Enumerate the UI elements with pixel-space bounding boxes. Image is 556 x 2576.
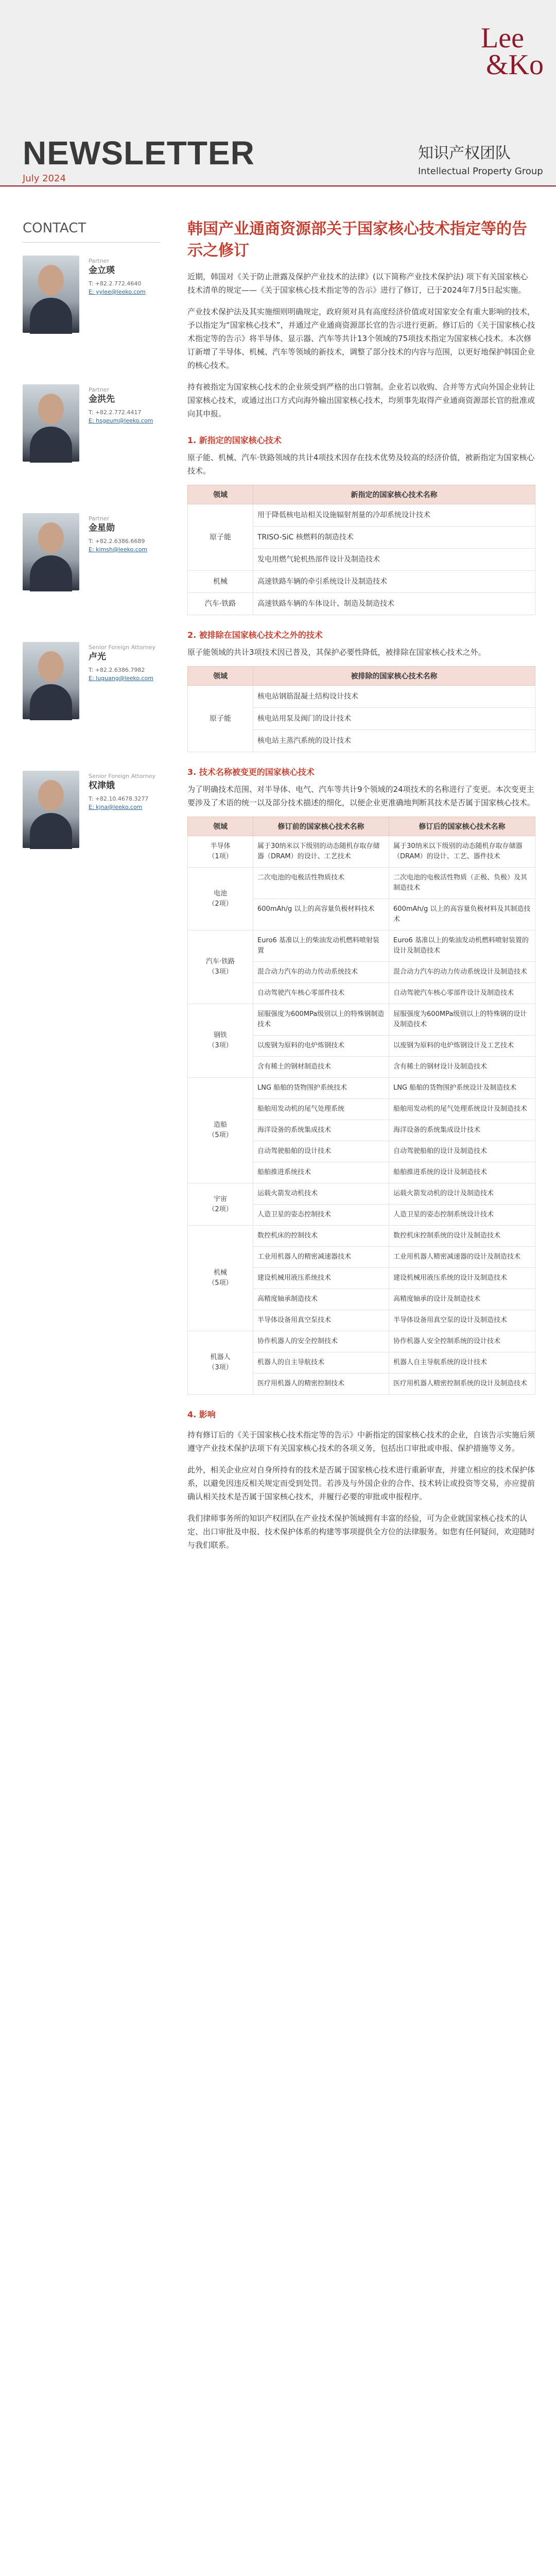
contact-title: CONTACT <box>23 221 86 236</box>
table-field: 机械 <box>188 571 253 593</box>
table-cell: 机器人的自主导航技术 <box>253 1352 389 1374</box>
contact-tel: T: +82.10.4678.3277 <box>89 795 149 802</box>
table-cell: 高精度轴承制造技术 <box>253 1289 389 1310</box>
table-cell: 混合动力汽车的动力传动系统技术 <box>253 962 389 983</box>
table-cell: 半导体设备用真空泵技术 <box>253 1310 389 1331</box>
table-cell: Euro6 基准以上的柴油发动机燃料喷射装置的设计及制造技术 <box>389 930 535 962</box>
table-field: 汽车·铁路 <box>188 593 253 615</box>
newsletter-date: July 2024 <box>23 173 66 184</box>
table-cell: 船舶用发动机的尾气处理系统设计及制造技术 <box>389 1099 535 1120</box>
table-cell: 运载火箭发动机的设计及制造技术 <box>389 1183 535 1205</box>
table-field: 电池 （2项） <box>188 868 253 930</box>
table-row <box>188 1226 535 1247</box>
table-cell: 自动驾驶汽车核心零部件设计及制造技术 <box>389 983 535 1004</box>
contact-divider <box>23 242 161 243</box>
logo-line2: &Ko <box>486 49 544 81</box>
contact-email-link[interactable]: E: kjna@leeko.com <box>89 804 143 810</box>
contact-email-link[interactable]: E: yylee@leeko.com <box>89 289 146 295</box>
contact-name: 权津娥 <box>89 781 115 791</box>
firm-logo <box>481 22 544 81</box>
table-cell: 运载火箭发动机技术 <box>253 1183 389 1205</box>
newsletter-title: NEWSLETTER <box>23 134 255 172</box>
contact-role: Partner <box>89 515 109 522</box>
page-header <box>0 0 556 185</box>
article-paragraph: 持有被指定为国家核心技术的企业须受到严格的出口管制。企业若以收购、合并等方式向外国企业转让国家核心技术，或通过出口方式向海外输出国家核心技术，均须事先取得产业通商资源部长官的批准或向其申报。 <box>187 382 535 418</box>
table-cell: 核电站主蒸汽系统的设计技术 <box>253 730 535 752</box>
header-right <box>418 140 543 177</box>
table-cell: 工业用机器人精密减速器的设计及制造技术 <box>389 1247 535 1268</box>
article-paragraph: 持有修订后的《关于国家核心技术指定等的告示》中新指定的国家核心技术的企业，自该告示实施后须遵守产业技术保护法项下有关国家核心技术的各项义务，包括出口审批或申报、保护措施等义务。 <box>187 1430 535 1453</box>
table-cell: 协作机器人安全控制系统的设计技术 <box>389 1331 535 1352</box>
table-row <box>188 836 535 868</box>
table-header: 新指定的国家核心技术名称 <box>253 485 535 504</box>
avatar <box>23 771 79 848</box>
contact-name: 金星勋 <box>89 523 115 533</box>
renamed-tech-table <box>187 817 535 1395</box>
table-field: 机械 （5项） <box>188 1226 253 1331</box>
table-header: 领域 <box>188 817 253 836</box>
table-cell: 医疗用机器人精密控制系统的设计及制造技术 <box>389 1374 535 1395</box>
header-left <box>23 134 255 172</box>
table-cell: 屈服强度为600MPa级别以上的特殊钢的设计及制造技术 <box>389 1004 535 1036</box>
table-cell: 建设机械用液压系统技术 <box>253 1268 389 1289</box>
table-cell: 以废钢为原料的电炉炼钢设计及工艺技术 <box>389 1036 535 1057</box>
table-cell: 属于30纳米以下级别的动态随机存取存储器（DRAM）的设计、工艺技术 <box>253 836 389 868</box>
table-field: 宇宙 （2项） <box>188 1183 253 1226</box>
team-en: Intellectual Property Group <box>418 166 543 177</box>
table-cell: 屈服强度为600MPa级别以上的特殊钢制造技术 <box>253 1004 389 1036</box>
table-cell: 建设机械用液压系统的设计及制造技术 <box>389 1268 535 1289</box>
table-cell: 混合动力汽车的动力传动系统设计及制造技术 <box>389 962 535 983</box>
table-cell: 高精度轴承的设计及制造技术 <box>389 1289 535 1310</box>
article-main <box>187 218 535 1552</box>
table-cell: 600mAh/g 以上的高容量负极材料及其制造技术 <box>389 899 535 930</box>
table-cell: 600mAh/g 以上的高容量负极材料技术 <box>253 899 389 930</box>
section-title: 1. 新指定的国家核心技术 <box>187 435 282 445</box>
section-title: 3. 技术名称被变更的国家核心技术 <box>187 767 315 777</box>
table-cell: 二次电池的电极活性物质技术 <box>253 868 389 899</box>
article-paragraph: 此外，相关企业应对自身所持有的技术是否属于国家核心技术进行重新审查，并建立相应的技术保护体系，以避免因违反相关规定而受到处罚。若涉及与外国企业的合作、技术转让或投资等交易，亦应提前确认相关技术是否属于国家核心技术，并履行必要的审批或申报程序。 <box>187 1465 535 1501</box>
contact-name: 卢光 <box>89 652 106 662</box>
contact-name: 金立瑛 <box>89 265 115 276</box>
article-paragraph: 产业技术保护法及其实施细则明确规定，政府须对具有高度经济价值或对国家安全有重大影响的技术，予以指定为“国家核心技术”，并通过产业通商资源部长官的告示进行更新。修订后的《关于国家核心技术指定等的告示》将半导体、显示器、汽车等共计13个领域的75项技术指定为国家核心技术。本次修订新增了半导体、机械、汽车等领域的新技术，调整了部分技术的内容与范围，以更好地保护韩国企业的核心技术。 <box>187 307 535 370</box>
table-cell: 海洋设备的系统集成技术 <box>253 1120 389 1141</box>
table-row <box>188 571 535 593</box>
section-note: 原子能、机械、汽车·铁路领域的共计4项技术因存在技术优势及较高的经济价值，被新指定为国家核心技术。 <box>187 453 535 476</box>
contact-role: Senior Foreign Attorney <box>89 773 156 779</box>
table-cell: TRISO-SiC 核燃料的制造技术 <box>253 527 535 549</box>
table-header: 领域 <box>188 667 253 686</box>
table-field: 钢铁 （3项） <box>188 1004 253 1078</box>
table-cell: 自动驾驶汽车核心零部件技术 <box>253 983 389 1004</box>
table-cell: 人造卫星的姿态控制系统设计技术 <box>389 1205 535 1226</box>
table-field: 机器人 （3项） <box>188 1331 253 1395</box>
contact-role: Partner <box>89 258 109 264</box>
table-header: 领域 <box>188 485 253 504</box>
table-cell: 船舶推进系统技术 <box>253 1162 389 1183</box>
excluded-tech-table <box>187 666 535 752</box>
table-cell: 医疗用机器人的精密控制技术 <box>253 1374 389 1395</box>
contact-role: Senior Foreign Attorney <box>89 644 156 651</box>
table-header: 修订后的国家核心技术名称 <box>389 817 535 836</box>
table-cell: 半导体设备用真空泵的设计及制造技术 <box>389 1310 535 1331</box>
table-field: 原子能 <box>188 686 253 752</box>
table-cell: Euro6 基准以上的柴油发动机燃料喷射装置 <box>253 930 389 962</box>
table-cell: 数控机床的控制技术 <box>253 1226 389 1247</box>
table-cell: 自动驾驶船舶的设计及制造技术 <box>389 1141 535 1162</box>
table-field: 半导体 （1项） <box>188 836 253 868</box>
table-cell: 工业用机器人的精密减速器技术 <box>253 1247 389 1268</box>
table-field: 汽车·铁路 （3项） <box>188 930 253 1004</box>
table-cell: 机器人自主导航系统的设计技术 <box>389 1352 535 1374</box>
contact-tel: T: +82.2.6386.6689 <box>89 538 145 545</box>
table-row <box>188 1331 535 1352</box>
avatar <box>23 513 79 590</box>
table-row <box>188 1183 535 1205</box>
table-field: 原子能 <box>188 504 253 571</box>
table-cell: 属于30纳米以下级别的动态随机存取存储器（DRAM）的设计、工艺、器件技术 <box>389 836 535 868</box>
table-cell: 自动驾驶船舶的设计技术 <box>253 1141 389 1162</box>
table-cell: 海洋设备的系统集成设计技术 <box>389 1120 535 1141</box>
table-cell: 高速铁路车辆的牵引系统设计及制造技术 <box>253 571 535 593</box>
table-cell: 以废钢为原料的电炉炼钢技术 <box>253 1036 389 1057</box>
table-row <box>188 1078 535 1099</box>
table-cell: 二次电池的电极活性物质（正极、负极）及其制造技术 <box>389 868 535 899</box>
contact-name: 金洪先 <box>89 394 115 404</box>
logo-line1: Lee <box>481 22 524 54</box>
team-cn: 知识产权团队 <box>418 144 511 162</box>
section-note: 原子能领域的共计3项技术因已普及，其保护必要性降低，被排除在国家核心技术之外。 <box>187 648 486 657</box>
section-title: 2. 被排除在国家核心技术之外的技术 <box>187 630 323 640</box>
contact-tel: T: +82.2.772.4417 <box>89 409 142 416</box>
table-cell: 船舶用发动机的尾气处理系统 <box>253 1099 389 1120</box>
section-title: 4. 影响 <box>187 1410 216 1419</box>
table-cell: 含有稀土的钢材设计及制造技术 <box>389 1057 535 1078</box>
contact-email-link[interactable]: E: hsgeum@leeko.com <box>89 417 153 424</box>
table-row <box>188 868 535 899</box>
table-header: 被排除的国家核心技术名称 <box>253 667 535 686</box>
table-row <box>188 504 535 527</box>
table-cell: 含有稀土的钢材制造技术 <box>253 1057 389 1078</box>
section-note: 为了明确技术范围、对半导体、电气、汽车等共计9个领域的24项技术的名称进行了变更。本次变更主要涉及了术语的统一以及部分技术描述的细化，以便企业更准确地判断其技术是否属于国家核心技术。 <box>187 785 535 807</box>
contact-email-link[interactable]: E: luguang@leeko.com <box>89 675 153 682</box>
table-field: 造船 （5项） <box>188 1078 253 1183</box>
contact-role: Partner <box>89 386 109 393</box>
table-cell: 船舶推进系统的设计及制造技术 <box>389 1162 535 1183</box>
avatar <box>23 642 79 719</box>
table-cell: 协作机器人的安全控制技术 <box>253 1331 389 1352</box>
new-designated-tech-table <box>187 485 535 615</box>
table-cell: 用于降低核电站相关设施辐射剂量的冷却系统设计技术 <box>253 504 535 527</box>
contact-tel: T: +82.2.772.4640 <box>89 280 142 287</box>
table-row <box>188 593 535 615</box>
table-cell: 人造卫星的姿态控制技术 <box>253 1205 389 1226</box>
table-cell: LNG 船舶的货物围护系统技术 <box>253 1078 389 1099</box>
contact-tel: T: +82.2.6386.7982 <box>89 667 145 673</box>
table-cell: 核电站钢筋混凝土结构设计技术 <box>253 686 535 708</box>
table-row <box>188 1004 535 1036</box>
avatar <box>23 256 79 333</box>
avatar <box>23 384 79 462</box>
table-cell: 核电站用泵及阀门的设计技术 <box>253 708 535 730</box>
header-rule <box>0 185 556 187</box>
article-paragraph: 我们律师事务所的知识产权团队在产业技术保护领域拥有丰富的经验，可为企业就国家核心技术的认定、出口审批及申报、技术保护体系的构建等事项提供全方位的法律服务。如您有任何疑问，欢迎随时与我们联系。 <box>187 1514 535 1550</box>
table-cell: 发电用燃气轮机热部件设计及制造技术 <box>253 549 535 571</box>
article-title: 韩国产业通商资源部关于国家核心技术指定等的告示之修订 <box>187 220 527 260</box>
table-header: 修订前的国家核心技术名称 <box>253 817 389 836</box>
table-cell: LNG 船舶的货物围护系统设计及制造技术 <box>389 1078 535 1099</box>
table-cell: 数控机床控制系统的设计及制造技术 <box>389 1226 535 1247</box>
contact-email-link[interactable]: E: kimsh@leeko.com <box>89 546 148 553</box>
article-paragraph: 近期，韩国对《关于防止泄露及保护产业技术的法律》(以下简称产业技术保护法) 项下有关国家核心技术清单的规定——《关于国家核心技术指定等的告示》进行了修订，已于2024年7月5日起实施。 <box>187 272 528 295</box>
table-row <box>188 686 535 708</box>
table-row <box>188 930 535 962</box>
table-cell: 高速铁路车辆的车体设计、制造及制造技术 <box>253 593 535 615</box>
